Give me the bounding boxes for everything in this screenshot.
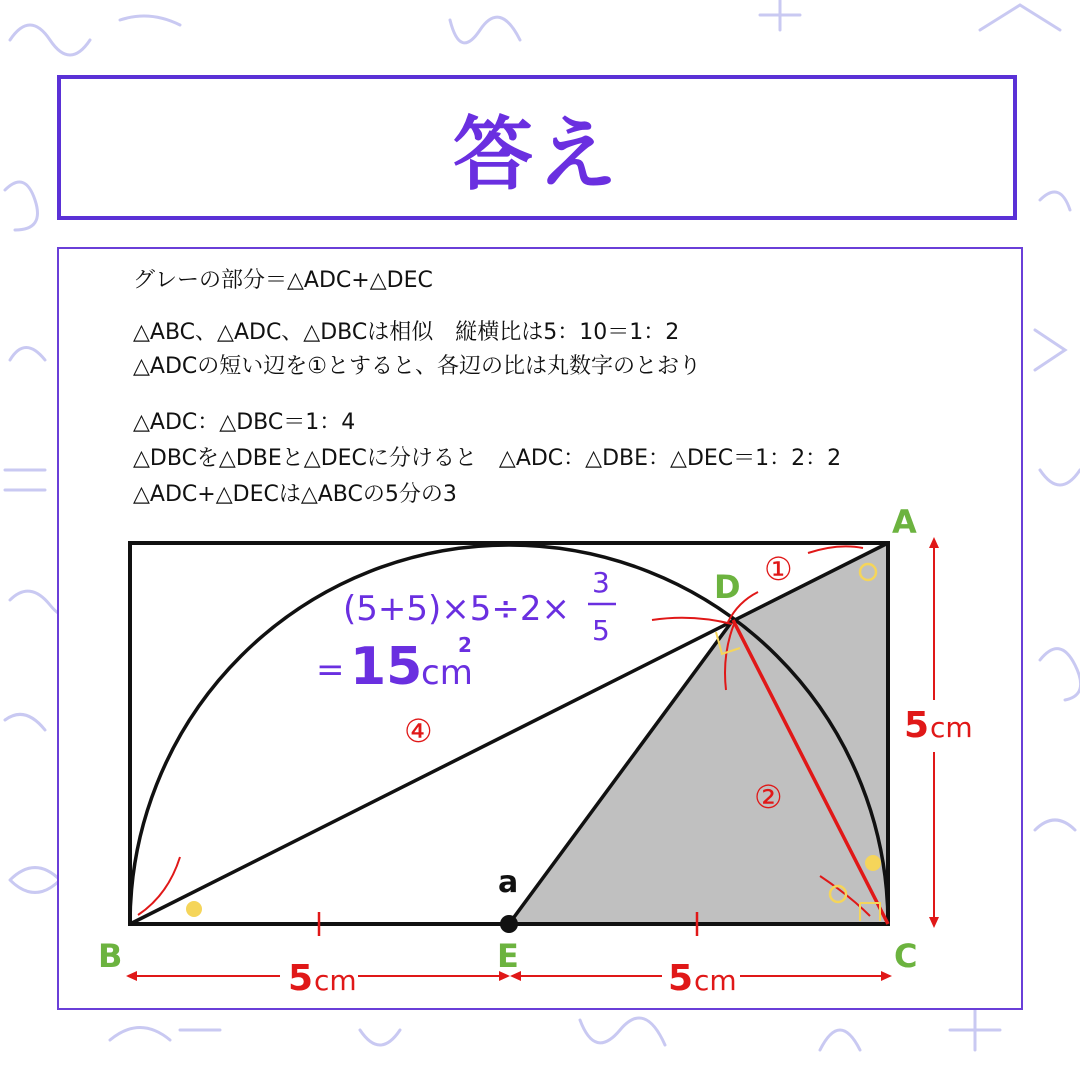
label-d: D	[714, 568, 741, 606]
formula-text: (5+5)×5÷2×	[343, 589, 571, 629]
dim-height-value: 5	[904, 705, 930, 746]
dim-left-value: 5	[288, 958, 314, 999]
explanation-line-5: △DBCを△DBEと△DECに分けると △ADC：△DBE：△DEC＝1：2：2	[133, 446, 842, 471]
result-value: 15	[350, 637, 423, 697]
dim-height-unit: cm	[930, 711, 973, 744]
explanation-line-4: △ADC：△DBC＝1：4	[133, 410, 356, 435]
explanation-line-1: グレーの部分＝△ADC+△DEC	[133, 268, 433, 293]
result-equals: =	[316, 650, 345, 690]
ratio-label-1: ①	[764, 550, 793, 588]
explanation-line-6: △ADC+△DECは△ABCの5分の3	[133, 482, 457, 507]
page-title: 答え	[453, 108, 621, 201]
angle-arc-b	[138, 857, 180, 915]
label-point-a-lowercase: a	[498, 865, 519, 900]
angle-arc-a	[808, 546, 863, 553]
point-e-dot	[500, 915, 518, 933]
explanation-line-2: △ABC、△ADC、△DBCは相似 縦横比は5：10＝1：2	[133, 320, 680, 345]
dim-left-unit: cm	[314, 964, 357, 997]
angle-arc-d-left	[652, 618, 732, 624]
dim-right-value: 5	[668, 958, 694, 999]
result-unit: cm	[421, 653, 473, 693]
label-c: C	[894, 937, 918, 975]
dim-height-arrow-bottom	[929, 917, 939, 928]
result-exponent: 2	[458, 633, 472, 657]
dim-height-arrow-top	[929, 537, 939, 548]
label-e: E	[497, 937, 519, 975]
dim-left-arrow-l	[126, 971, 137, 981]
formula-fraction-numerator: 3	[592, 566, 610, 599]
formula-fraction-denominator: 5	[592, 614, 610, 647]
label-a: A	[892, 503, 917, 541]
angle-dot-c	[865, 855, 881, 871]
explanation-line-3: △ADCの短い辺を①とすると、各辺の比は丸数字のとおり	[133, 354, 701, 379]
label-b: B	[98, 937, 123, 975]
ratio-label-2: ②	[754, 778, 783, 816]
angle-dot-b	[186, 901, 202, 917]
ratio-label-4: ④	[404, 712, 433, 750]
dim-right-arrow-r	[881, 971, 892, 981]
dim-right-unit: cm	[694, 964, 737, 997]
